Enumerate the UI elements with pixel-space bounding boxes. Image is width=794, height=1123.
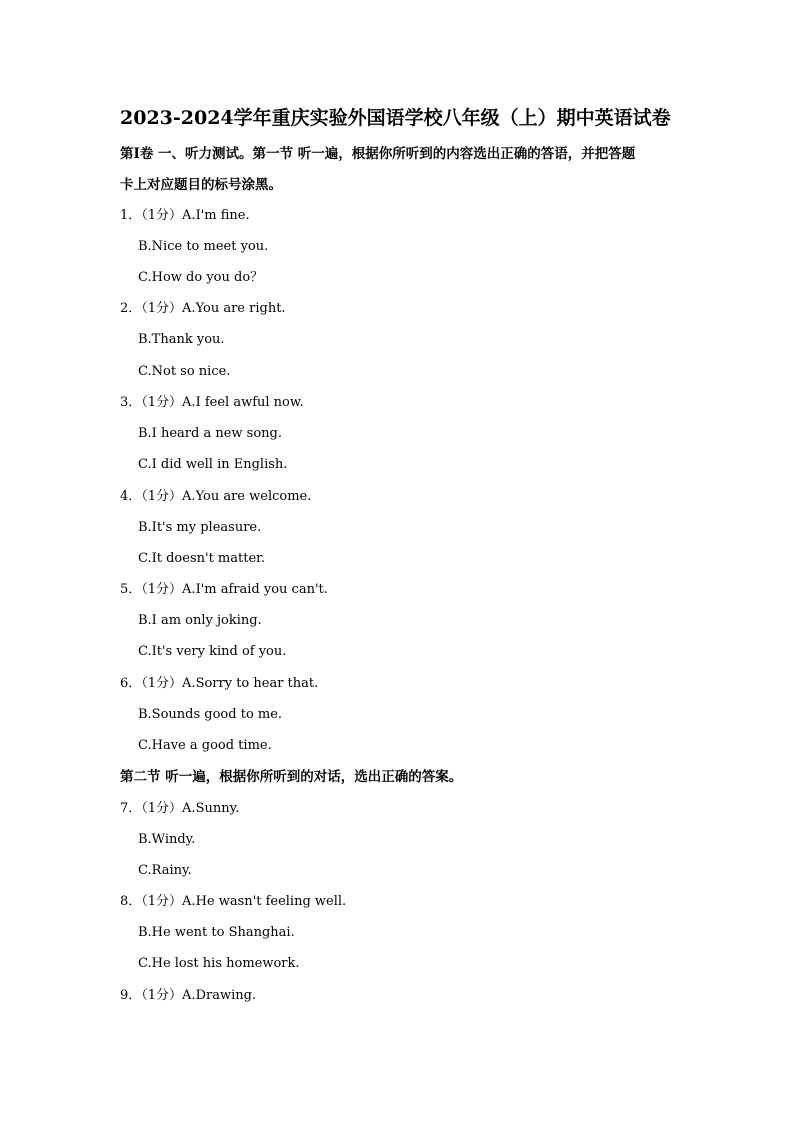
section1-instruction-line1: 第Ⅰ卷 一、听力测试。第一节 听一遍，根据你所听到的内容选出正确的答语，并把答题 — [120, 146, 636, 162]
question-3-option-b: B.I heard a new song. — [138, 426, 282, 441]
question-8-option-b: B.He went to Shanghai. — [138, 925, 295, 940]
question-2-option-b: B.Thank you. — [138, 332, 225, 347]
exam-title: 2023-2024学年重庆实验外国语学校八年级（上）期中英语试卷 — [120, 107, 671, 129]
question-4-stem: 4．（1分）A.You are welcome. — [120, 489, 312, 504]
question-5-option-c: C.It's very kind of you. — [138, 644, 287, 659]
question-7-stem: 7．（1分）A.Sunny. — [120, 801, 240, 816]
question-6-option-b: B.Sounds good to me. — [138, 707, 283, 722]
question-4-option-b: B.It's my pleasure. — [138, 520, 262, 535]
question-9-stem: 9．（1分）A.Drawing. — [120, 988, 257, 1003]
section1-instruction-line2: 卡上对应题目的标号涂黑。 — [120, 177, 282, 193]
question-1-option-b: B.Nice to meet you. — [138, 239, 269, 254]
question-2-stem: 2．（1分）A.You are right. — [120, 301, 286, 316]
question-3-stem: 3．（1分）A.I feel awful now. — [120, 395, 304, 410]
question-4-option-c: C.It doesn't matter. — [138, 551, 266, 566]
question-5-option-b: B.I am only joking. — [138, 613, 262, 628]
question-2-option-c: C.Not so nice. — [138, 364, 231, 379]
question-6-option-c: C.Have a good time. — [138, 738, 272, 753]
question-7-option-b: B.Windy. — [138, 832, 196, 847]
question-8-option-c: C.He lost his homework. — [138, 956, 300, 971]
question-6-stem: 6．（1分）A.Sorry to hear that. — [120, 676, 319, 691]
question-8-stem: 8．（1分）A.He wasn't feeling well. — [120, 894, 347, 909]
question-3-option-c: C.I did well in English. — [138, 457, 288, 472]
question-1-stem: 1．（1分）A.I'm fine. — [120, 208, 250, 223]
section2-heading: 第二节 听一遍，根据你所听到的对话，选出正确的答案。 — [120, 769, 463, 785]
question-1-option-c: C.How do you do？ — [138, 270, 264, 285]
question-5-stem: 5．（1分）A.I'm afraid you can't. — [120, 582, 328, 597]
question-7-option-c: C.Rainy. — [138, 863, 192, 878]
